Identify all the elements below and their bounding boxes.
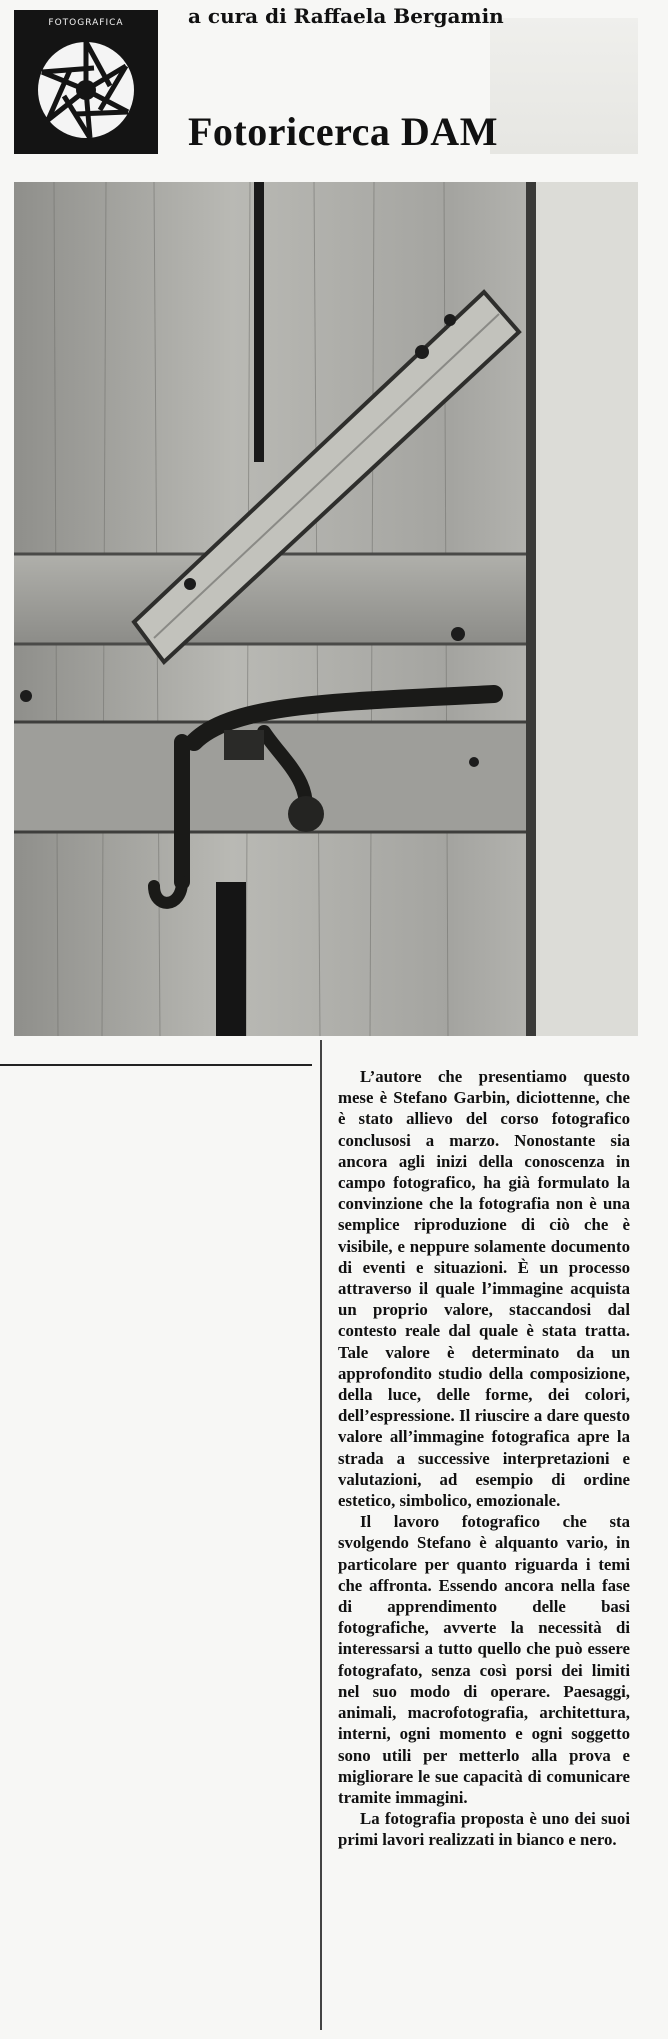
photograph-wooden-door-latch-icon	[14, 182, 638, 1036]
article-body	[338, 1066, 630, 1851]
page-title: Fotoricerca DAM	[188, 109, 498, 154]
column-rule	[320, 1040, 322, 2030]
section-divider	[0, 1064, 312, 1066]
article-paragraph-1: L’autore che presentiamo questo mese è Stefano Garbin, diciottenne, che è stato allievo del corso fotografico conclusosi a marzo. Nonostante sia ancora agli inizi della conoscenza in campo fotografico, ha già formulato la convinzione che la fotografia non è una semplice riproduzione di ciò che è visibile, e neppure solamente documento di eventi e situazioni. È un processo attraverso il quale l’immagine acquista un proprio valore, staccandosi dal contesto reale dal quale è stata tratta. Tale valore è determinato da un approfondito studio della composizione, della luce, delle forme, dei colori, dell’espressione. Il riuscire a dare questo valore all’immagine fotografica apre la strada a successive interpretazioni e valutazioni, ad esempio di ordine estetico, simbolico, emozionale.	[338, 1067, 630, 1511]
article-paragraph-3: La fotografia proposta è uno dei suoi primi lavori realizzati in bianco e nero.	[338, 1809, 630, 1850]
byline: a cura di Raffaela Bergamin	[188, 4, 504, 28]
logo-label: FOTOGRAFICA	[48, 18, 124, 28]
photograph	[14, 182, 638, 1036]
aperture-icon	[36, 40, 136, 140]
fotografica-logo	[14, 10, 158, 154]
background-bleed	[490, 18, 638, 154]
article-paragraph-2: Il lavoro fotografico che sta svolgendo Stefano è alquanto vario, in particolare per quanto riguarda i temi che affronta. Essendo ancora nella fase di apprendimento delle basi fotografiche, avverte la necessità di interessarsi a tutto quello che può essere fotografato, senza così porsi dei limiti nel suo modo di operare. Paesaggi, animali, macrofotografia, architettura, interni, ogni momento e ogni soggetto sono utili per metterlo alla prova e migliorare le sue capacità di comunicare tramite immagini.	[338, 1512, 630, 1807]
